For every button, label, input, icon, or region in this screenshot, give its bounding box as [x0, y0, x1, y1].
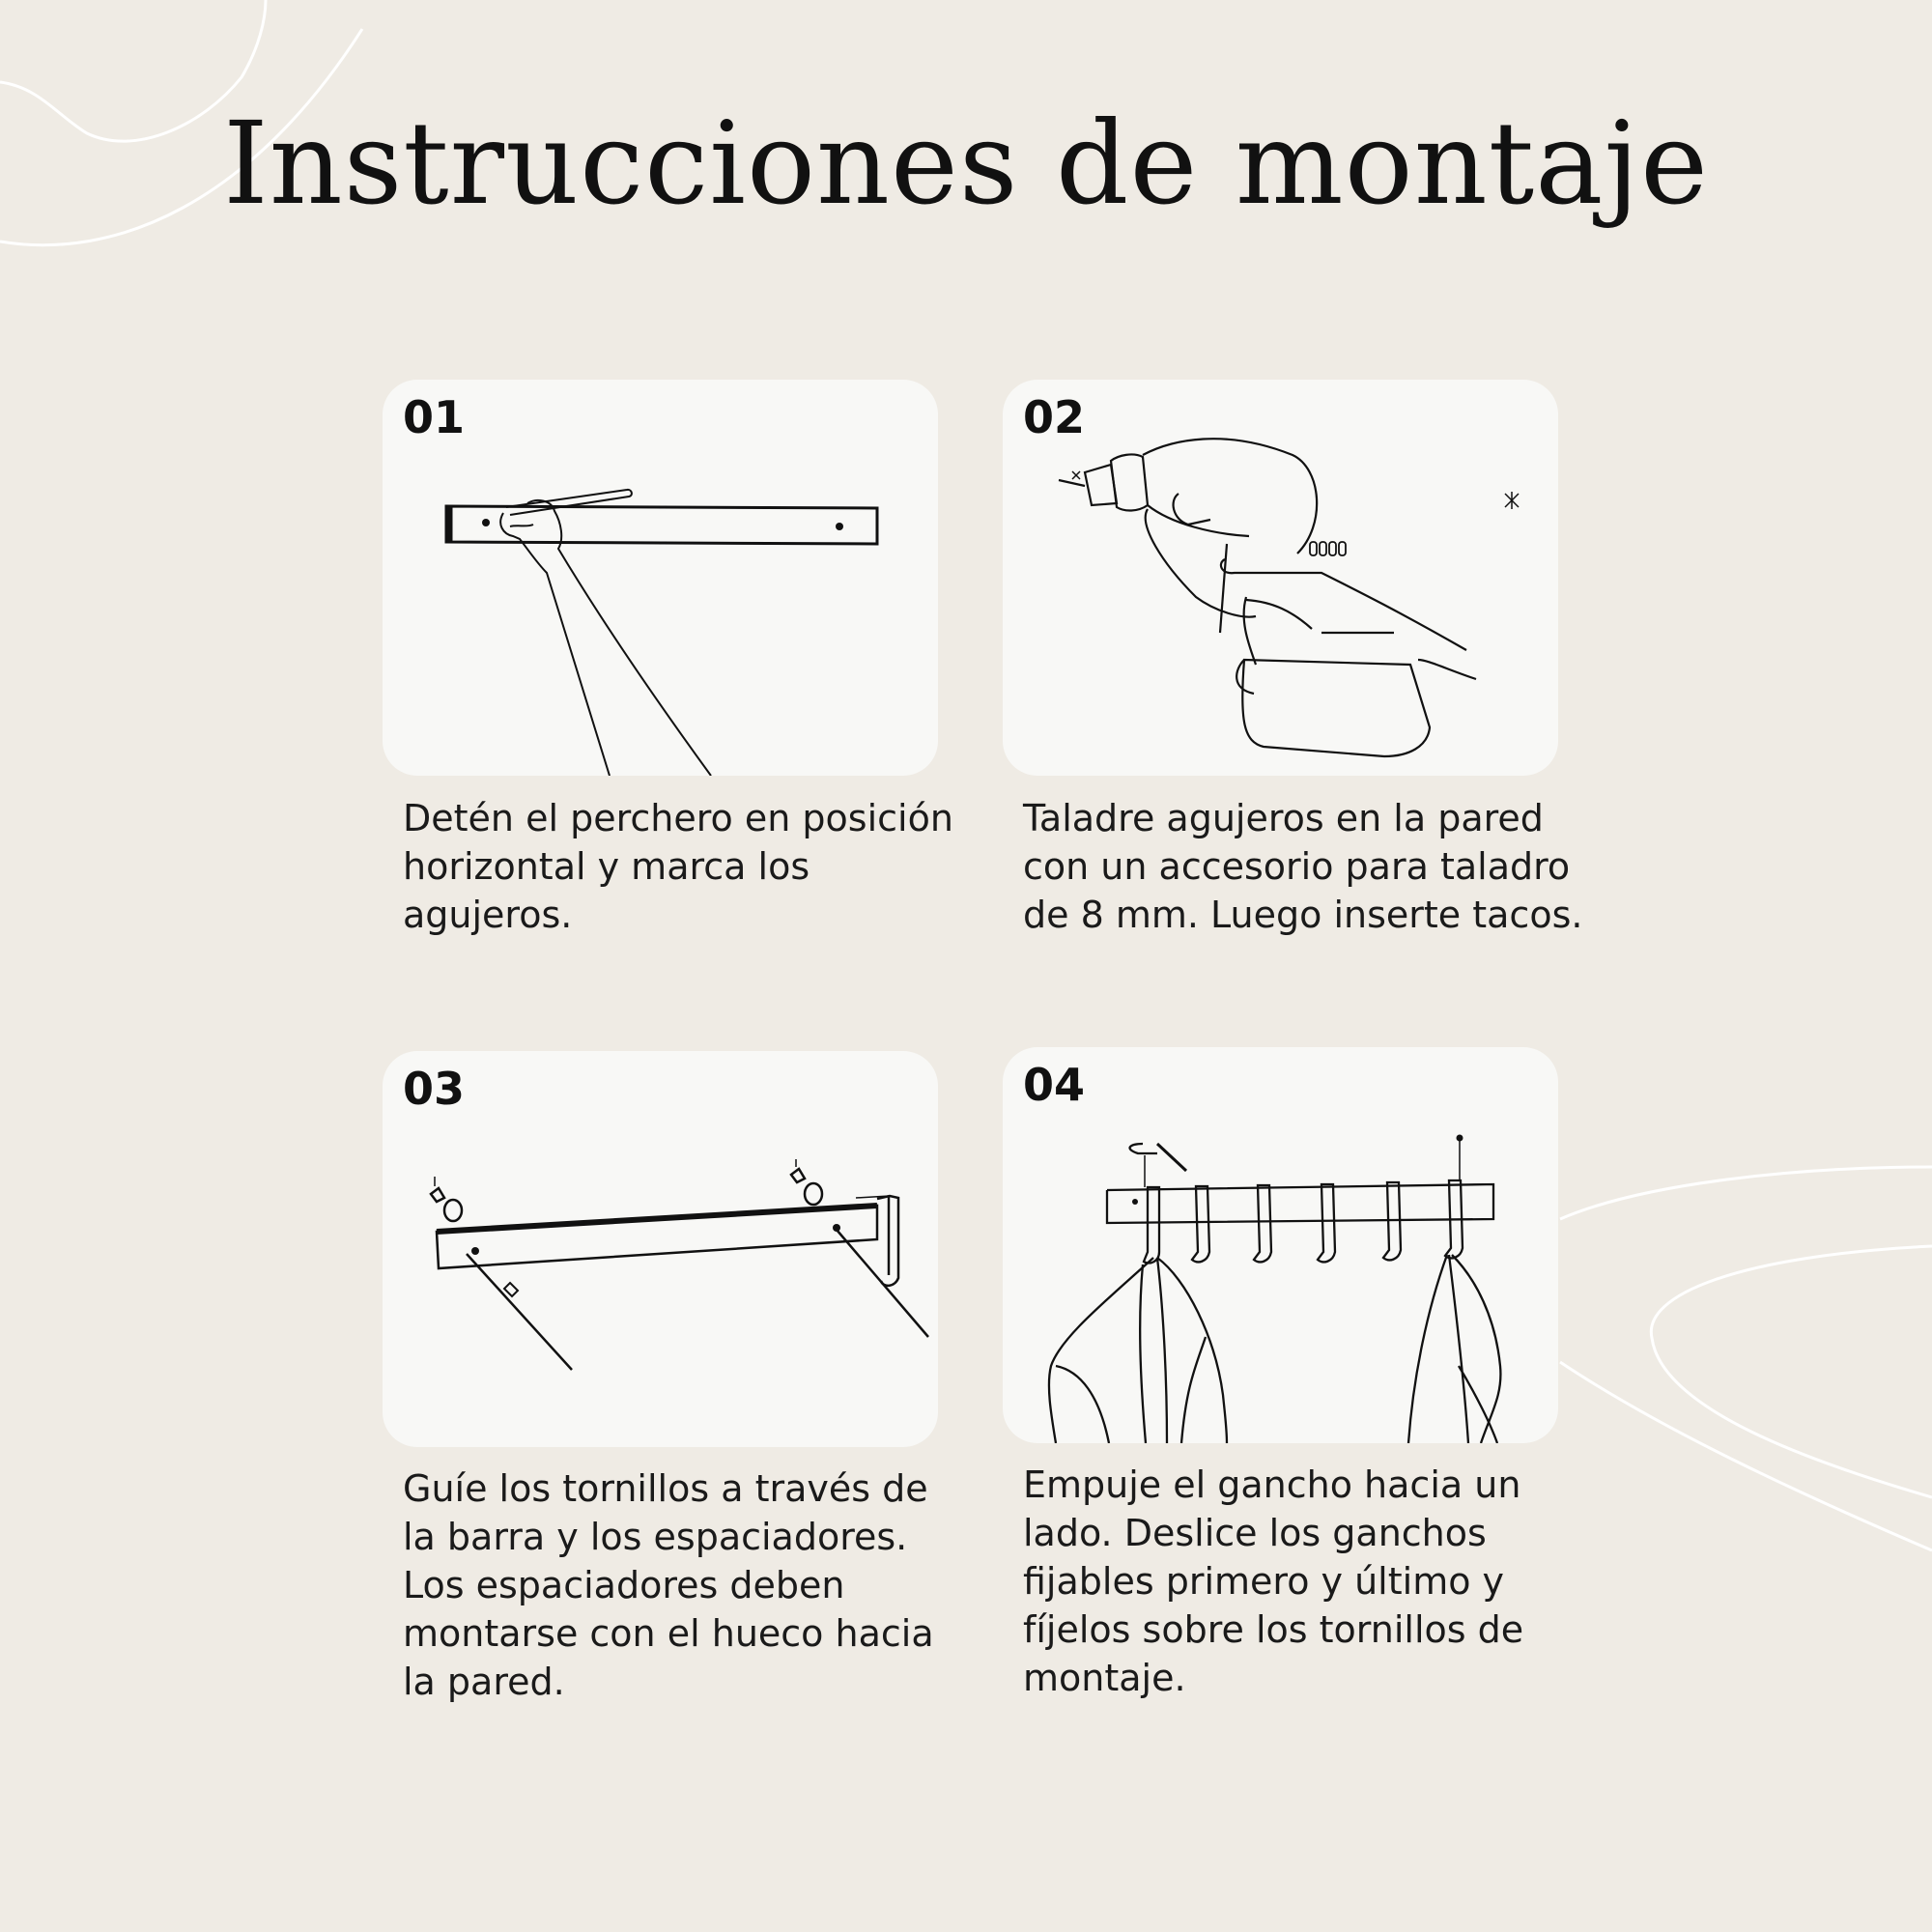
screws-through-bar-illustration [383, 1051, 938, 1447]
step-description: Taladre agujeros en la pared con un accesorio para taladro de 8 mm. Luego inserte tacos. [1023, 797, 1583, 936]
hand-marking-rail-illustration [383, 380, 938, 776]
step-card-04 [1003, 1047, 1558, 1443]
step-card-03 [383, 1051, 938, 1447]
step-card-02 [1003, 380, 1558, 776]
step-number: 04 [1023, 1059, 1086, 1111]
page-title: Instrucciones de montaje [223, 97, 1709, 230]
step-number: 03 [403, 1063, 466, 1115]
hands-drilling-illustration [1003, 380, 1558, 776]
step-card-01 [383, 380, 938, 776]
step-number: 02 [1023, 391, 1086, 443]
step-description: Empuje el gancho hacia un lado. Deslice los ganchos fijables primero y último y fíjelos sobre los tornillos de montaje. [1023, 1463, 1524, 1699]
step-number: 01 [403, 391, 466, 443]
step-description: Guíe los tornillos a través de la barra y los espaciadores. Los espaciadores deben montarse con el hueco hacia la pared. [403, 1467, 934, 1703]
hooks-with-towels-illustration [1003, 1047, 1558, 1443]
step-description: Detén el perchero en posición horizontal y marca los agujeros. [403, 797, 953, 936]
